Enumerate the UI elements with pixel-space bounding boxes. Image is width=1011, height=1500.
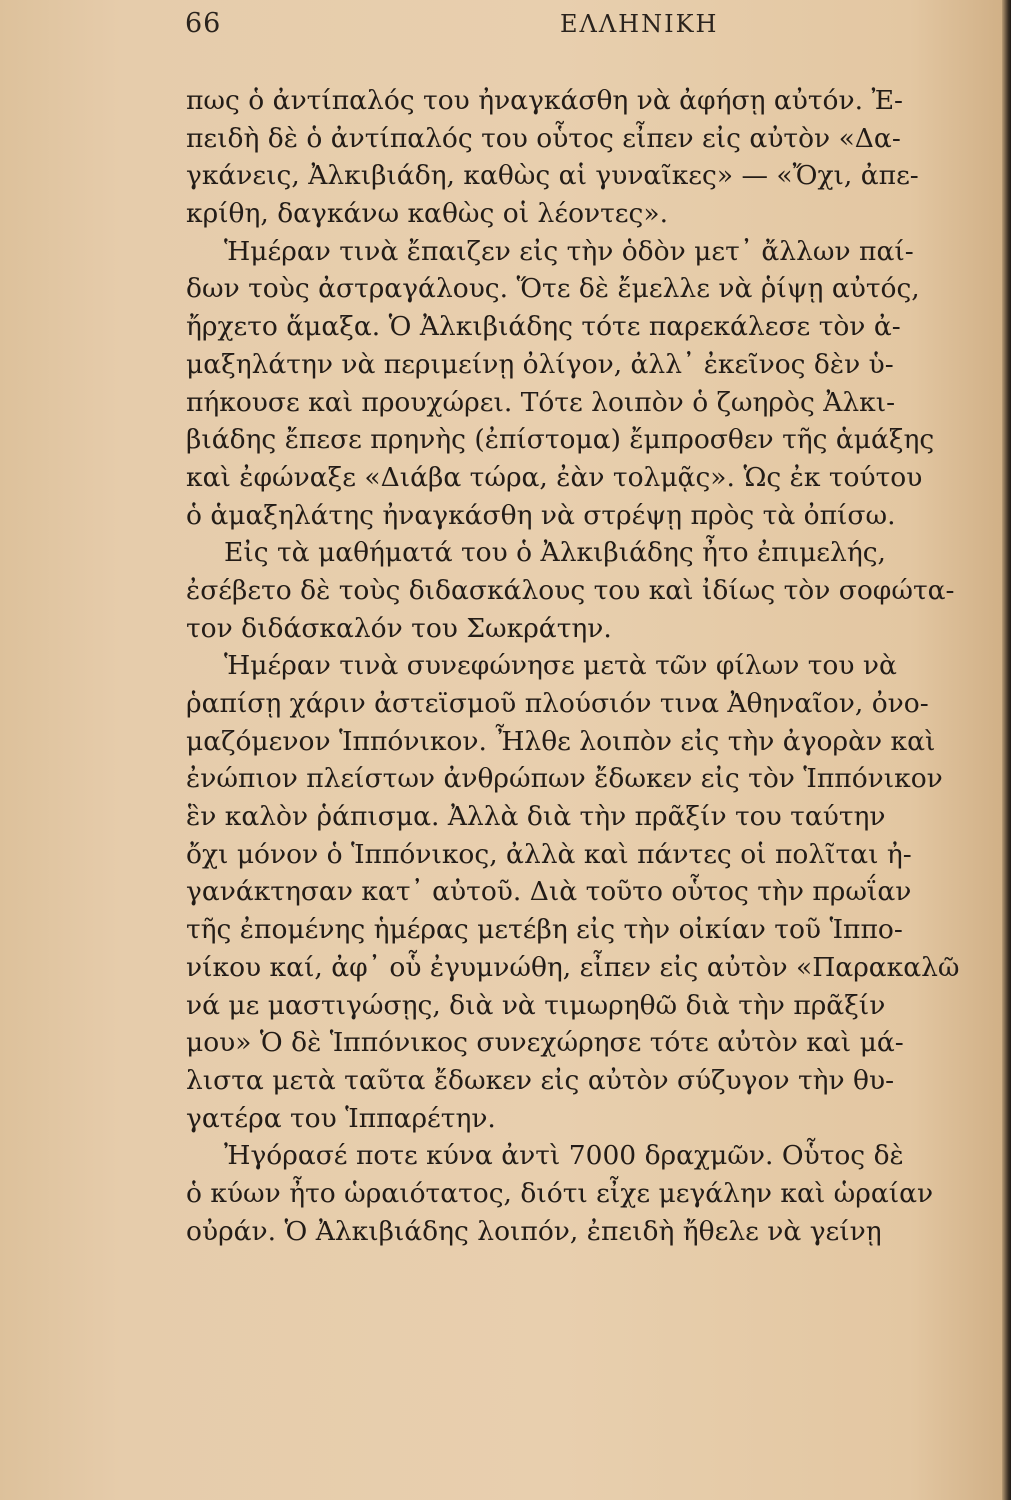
text-line: πως ὁ ἀντίπαλός του ἠναγκάσθη νὰ ἀφήσῃ αὐτόν. Ἐ- — [186, 85, 904, 116]
text-line: ἐνώπιον πλείστων ἀνθρώπων ἔδωκεν εἰς τὸν Ἱππόνικον — [186, 763, 943, 795]
body-text — [186, 82, 1008, 1250]
text-line: πήκουσε καὶ προυχώρει. Τότε λοιπὸν ὁ ζωηρὸς Ἀλκι- — [186, 386, 896, 418]
text-line: γανάκτησαν κατ᾽ αὐτοῦ. Διὰ τοῦτο οὗτος τὴν πρωΐαν — [186, 876, 912, 908]
text-line: νίκου καί, ἀφ᾽ οὗ ἐγυμνώθη, εἶπεν εἰς αὐτὸν «Παρακαλῶ — [186, 951, 960, 983]
text-line: βιάδης ἔπεσε πρηνὴς (ἐπίστομα) ἔμπροσθεν τῆς ἁμάξης — [186, 424, 935, 456]
text-line: κρίθη, δαγκάνω καθὼς οἱ λέοντες». — [186, 198, 669, 230]
page-header — [0, 4, 1011, 44]
paragraph-start-line: Εἰς τὰ μαθήματά του ὁ Ἀλκιβιάδης ἦτο ἐπιμελής, — [224, 537, 886, 569]
text-line: τον διδάσκαλόν του Σωκράτην. — [186, 612, 612, 644]
text-line: ὁ κύων ἦτο ὡραιότατος, διότι εἶχε μεγάλην καὶ ὡραίαν — [186, 1177, 934, 1209]
text-line: μαξηλάτην νὰ περιμείνῃ ὀλίγον, ἀλλ᾽ ἐκεῖνος δὲν ὑ- — [186, 348, 894, 380]
text-line: λιστα μετὰ ταῦτα ἔδωκεν εἰς αὐτὸν σύζυγον τὴν θυ- — [186, 1064, 895, 1096]
text-line: μου» Ὁ δὲ Ἱππόνικος συνεχώρησε τότε αὐτὸν καὶ μά- — [186, 1027, 904, 1059]
text-line: ἓν καλὸν ῥάπισμα. Ἀλλὰ διὰ τὴν πρᾶξίν του ταύτην — [186, 801, 886, 833]
text-line: ἤρχετο ἅμαξα. Ὁ Ἀλκιβιάδης τότε παρεκάλεσε τὸν ἀ- — [186, 311, 901, 343]
text-line: οὐράν. Ὁ Ἀλκιβιάδης λοιπόν, ἐπειδὴ ἤθελε νὰ γείνῃ — [186, 1215, 882, 1247]
paragraph-start-line: Ἡμέραν τινὰ ἔπαιζεν εἰς τὴν ὁδὸν μετ᾽ ἄλλων παί- — [224, 235, 914, 267]
text-line: ὁ ἁμαξηλάτης ἠναγκάσθη νὰ στρέψῃ πρὸς τὰ ὀπίσω. — [186, 499, 896, 531]
text-line: ὄχι μόνον ὁ Ἱππόνικος, ἀλλὰ καὶ πάντες οἱ πολῖται ἠ- — [186, 838, 912, 870]
text-line: γκάνεις, Ἀλκιβιάδη, καθὼς αἱ γυναῖκες» — «Ὄχι, ἀπε- — [186, 160, 919, 192]
text-line: γατέρα του Ἱππαρέτην. — [186, 1102, 496, 1134]
page-number: 66 — [185, 8, 222, 39]
paragraph-start-line: Ἠγόρασέ ποτε κύνα ἀντὶ 7000 δραχμῶν. Οὗτος δὲ — [224, 1140, 904, 1172]
paragraph-start-line: Ἡμέραν τινὰ συνεφώνησε μετὰ τῶν φίλων του νὰ — [224, 650, 897, 682]
running-head: ΕΛΛΗΝΙΚΗ — [560, 10, 719, 38]
text-line: ῥαπίσῃ χάριν ἀστεϊσμοῦ πλούσιόν τινα Ἀθηναῖον, ὀνο- — [186, 688, 929, 719]
text-line: δων τοὺς ἀστραγάλους. Ὅτε δὲ ἔμελλε νὰ ῥίψῃ αὐτός, — [186, 273, 920, 305]
text-line: νά με μαστιγώσῃς, διὰ νὰ τιμωρηθῶ διὰ τὴν πρᾶξίν — [186, 989, 886, 1021]
text-line: ἐσέβετο δὲ τοὺς διδασκάλους του καὶ ἰδίως τὸν σοφώτα- — [186, 574, 955, 606]
text-line: πειδὴ δὲ ὁ ἀντίπαλός του οὗτος εἶπεν εἰς αὐτὸν «Δα- — [186, 122, 901, 154]
text-line: καὶ ἐφώναξε «Διάβα τώρα, ἐὰν τολμᾷς». Ὡς ἐκ τούτου — [186, 461, 923, 493]
text-line: μαζόμενον Ἱππόνικον. Ἦλθε λοιπὸν εἰς τὴν ἀγορὰν καὶ — [186, 725, 936, 757]
book-spine-edge — [1002, 0, 1011, 1500]
text-line: τῆς ἐπομένης ἡμέρας μετέβη εἰς τὴν οἰκίαν τοῦ Ἱππο- — [186, 914, 903, 946]
